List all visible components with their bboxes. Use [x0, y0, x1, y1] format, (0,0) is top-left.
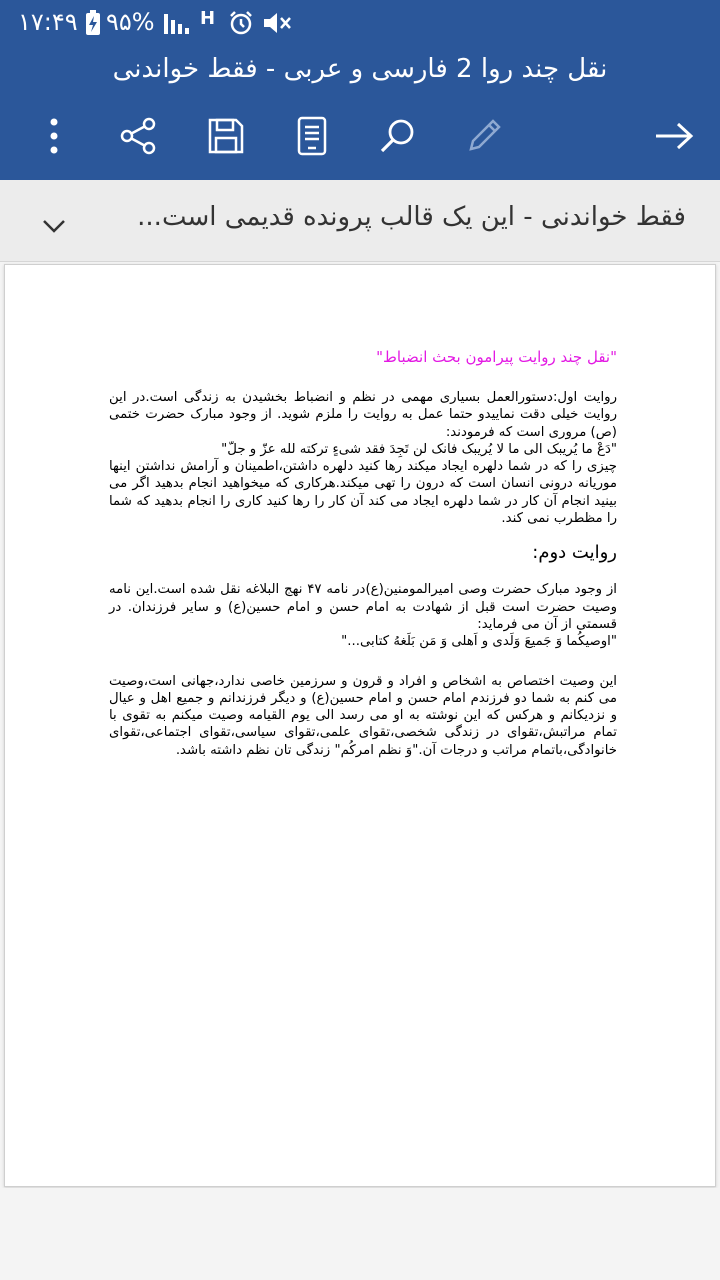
paragraph-3: این وصیت اختصاص به اشخاص و افراد و قرون و سرزمین خاصی ندارد،جهانی است،وصیت می کنم به شما دو فرزندم امام حسن و امام حسین(ع) و دیگر فرزندانم و جمیع اهل و عیال و نزدیکانم و هرکس که این نوشته به او می رسد الی یوم القیامه وصیت میکنم به تقوی با تمام مراتبش،تقوای در زندگی شخصی،تقوای علمی،تقوای سیاسی،تقوای اجتماعی،تقوای خانوادگی،باتمام مراتب و درجات آن."وَ نظم امرکُم" زندگی تان نظم داشته باشد.	[109, 673, 617, 758]
reading-view-icon[interactable]	[284, 108, 340, 164]
toolbar	[0, 108, 720, 164]
paragraph-2: از وجود مبارک حضرت وصی امیرالمومنین(ع)در نامه ۴۷ نهج البلاغه نقل شده است.این نامه وصیت حضرت است قبل از شهادت به امام حسن و امام حسین(ع) و سایر فرزندان. در قسمتی از آن می فرماید: "اوصیکُما وَ جَمیعَ وَلَدی و اَهلی وَ مَن بَلَغهُ کتابی..."	[109, 582, 617, 650]
edit-icon[interactable]	[456, 108, 512, 164]
share-icon[interactable]	[110, 108, 166, 164]
alarm-icon	[228, 10, 254, 40]
battery-charging-icon	[84, 10, 102, 40]
read-only-message: فقط خواندنی - این یک قالب پرونده قدیمی است...	[137, 202, 686, 232]
document-page[interactable]	[4, 264, 716, 1187]
mute-icon	[260, 10, 294, 40]
document-title: نقل چند روا 2 فارسی و عربی - فقط خواندنی	[112, 54, 608, 84]
status-bar	[0, 0, 720, 44]
search-icon[interactable]	[370, 108, 426, 164]
section-subheading: روایت دوم:	[532, 542, 617, 564]
app-header	[0, 0, 720, 180]
document-heading: "نقل چند روایت پیرامون بحث انضباط"	[376, 348, 617, 366]
more-vert-icon[interactable]	[26, 108, 82, 164]
forward-arrow-icon[interactable]	[646, 108, 702, 164]
document-background	[0, 1188, 720, 1280]
battery-level: ۹۵%	[106, 8, 155, 36]
paragraph-gap	[109, 651, 617, 673]
read-only-banner[interactable]	[0, 180, 720, 262]
save-icon[interactable]	[198, 108, 254, 164]
signal-icon	[164, 10, 192, 38]
chevron-down-icon[interactable]	[34, 206, 74, 246]
paragraph-1: روایت اول:دستورالعمل بسیاری مهمی در نظم و انضباط بخشیدن به زندگی است.در این روایت خیلی دقت نماییدو حتما عمل به روایت را ملزم شوید. از وجود مبارک حضرت ختمی (ص) مروری است که فرمودند: "دَعْ ما یُریبک الی ما لا یُریبک فانک لن تَجِدَ فقد شیءٍ ترکته لله عزّ و جلّ" چیزی را که در شما دلهره ایجاد میکند رها کنید دلهره داشتن،اطمینان و آرامش نداشتن اینها موریانه درونی انسان است که درون را تهی میکند.هرکاری که میخواهید انجام بدهید اگر می بینید انجام آن کار در شما دلهره ایجاد می کند آن کار را رها کنید کاری را انجام بدهید که شما را مظطرب نمی کند.	[109, 390, 617, 527]
network-type-icon: H	[200, 8, 216, 29]
status-time: ۱۷:۴۹	[18, 8, 78, 36]
document-body	[109, 347, 617, 759]
